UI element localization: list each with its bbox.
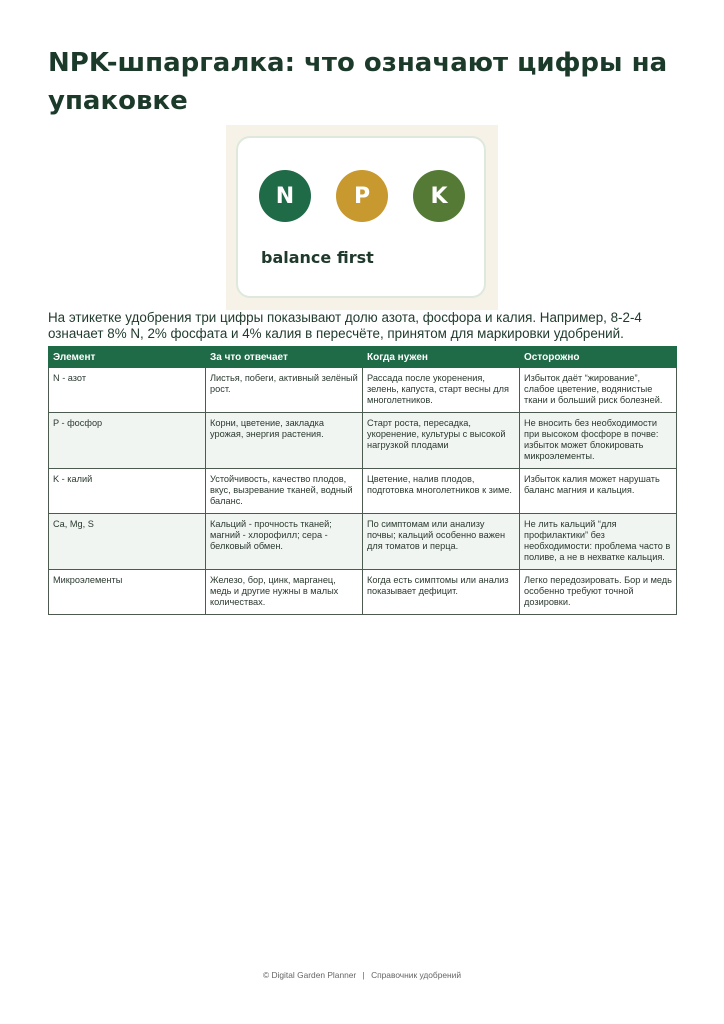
potassium-badge: K <box>413 170 465 222</box>
cell-caution: Не вносить без необходимости при высоком фосфоре в почве: избыток может блокировать микроэлементы. <box>520 413 677 469</box>
cell-role: Устойчивость, качество плодов, вкус, вызревание тканей, водный баланс. <box>206 469 363 514</box>
cell-when: Цветение, налив плодов, подготовка многолетников к зиме. <box>363 469 520 514</box>
cell-role: Кальций - прочность тканей; магний - хлорофилл; сера - белковый обмен. <box>206 514 363 570</box>
cell-when: Рассада после укоренения, зелень, капуста, старт весны для многолетников. <box>363 368 520 413</box>
header-role: За что отвечает <box>206 347 363 368</box>
footer-separator: | <box>362 970 365 980</box>
nitrogen-badge: N <box>259 170 311 222</box>
cell-role: Железо, бор, цинк, марганец, медь и другие нужны в малых количествах. <box>206 570 363 615</box>
intro-paragraph: На этикетке удобрения три цифры показывают долю азота, фосфора и калия. Например, 8-2-4 означает 8% N, 2% фосфата и 4% калия в пересчёте, принятом для маркировки удобрений. <box>48 310 642 341</box>
phosphorus-badge: P <box>336 170 388 222</box>
cell-caution: Избыток калия может нарушать баланс магния и кальция. <box>520 469 677 514</box>
npk-hero-image <box>226 125 498 310</box>
cell-element: P - фосфор <box>49 413 206 469</box>
cell-role: Листья, побеги, активный зелёный рост. <box>206 368 363 413</box>
table-row <box>49 570 677 615</box>
header-element: Элемент <box>49 347 206 368</box>
cell-element: Ca, Mg, S <box>49 514 206 570</box>
table-header-row <box>49 347 677 368</box>
table-row <box>49 514 677 570</box>
cell-caution: Избыток даёт “жирование”, слабое цветение, водянистые ткани и больший риск болезней. <box>520 368 677 413</box>
header-caution: Осторожно <box>520 347 677 368</box>
cell-caution: Легко передозировать. Бор и медь особенно требуют точной дозировки. <box>520 570 677 615</box>
npk-table <box>48 346 677 615</box>
cell-caution: Не лить кальций “для профилактики” без необходимости: проблема часто в поливе, а не в нехватке кальция. <box>520 514 677 570</box>
footer-brand: © Digital Garden Planner <box>262 970 357 980</box>
table-row <box>49 368 677 413</box>
cell-element: K - калий <box>49 469 206 514</box>
table-row <box>49 469 677 514</box>
cell-when: Старт роста, пересадка, укоренение, культуры с высокой нагрузкой плодами <box>363 413 520 469</box>
cell-role: Корни, цветение, закладка урожая, энергия растения. <box>206 413 363 469</box>
page-title: NPK-шпаргалка: что означают цифры на упаковке <box>48 48 668 116</box>
hero-tagline: balance first <box>261 248 374 267</box>
page-footer <box>0 970 724 980</box>
cell-element: N - азот <box>49 368 206 413</box>
cell-when: Когда есть симптомы или анализ показывает дефицит. <box>363 570 520 615</box>
cell-element: Микроэлементы <box>49 570 206 615</box>
table-row <box>49 413 677 469</box>
cell-when: По симптомам или анализу почвы; кальций особенно важен для томатов и перца. <box>363 514 520 570</box>
header-when: Когда нужен <box>363 347 520 368</box>
npk-card <box>236 136 486 298</box>
footer-section: Справочник удобрений <box>371 970 461 980</box>
